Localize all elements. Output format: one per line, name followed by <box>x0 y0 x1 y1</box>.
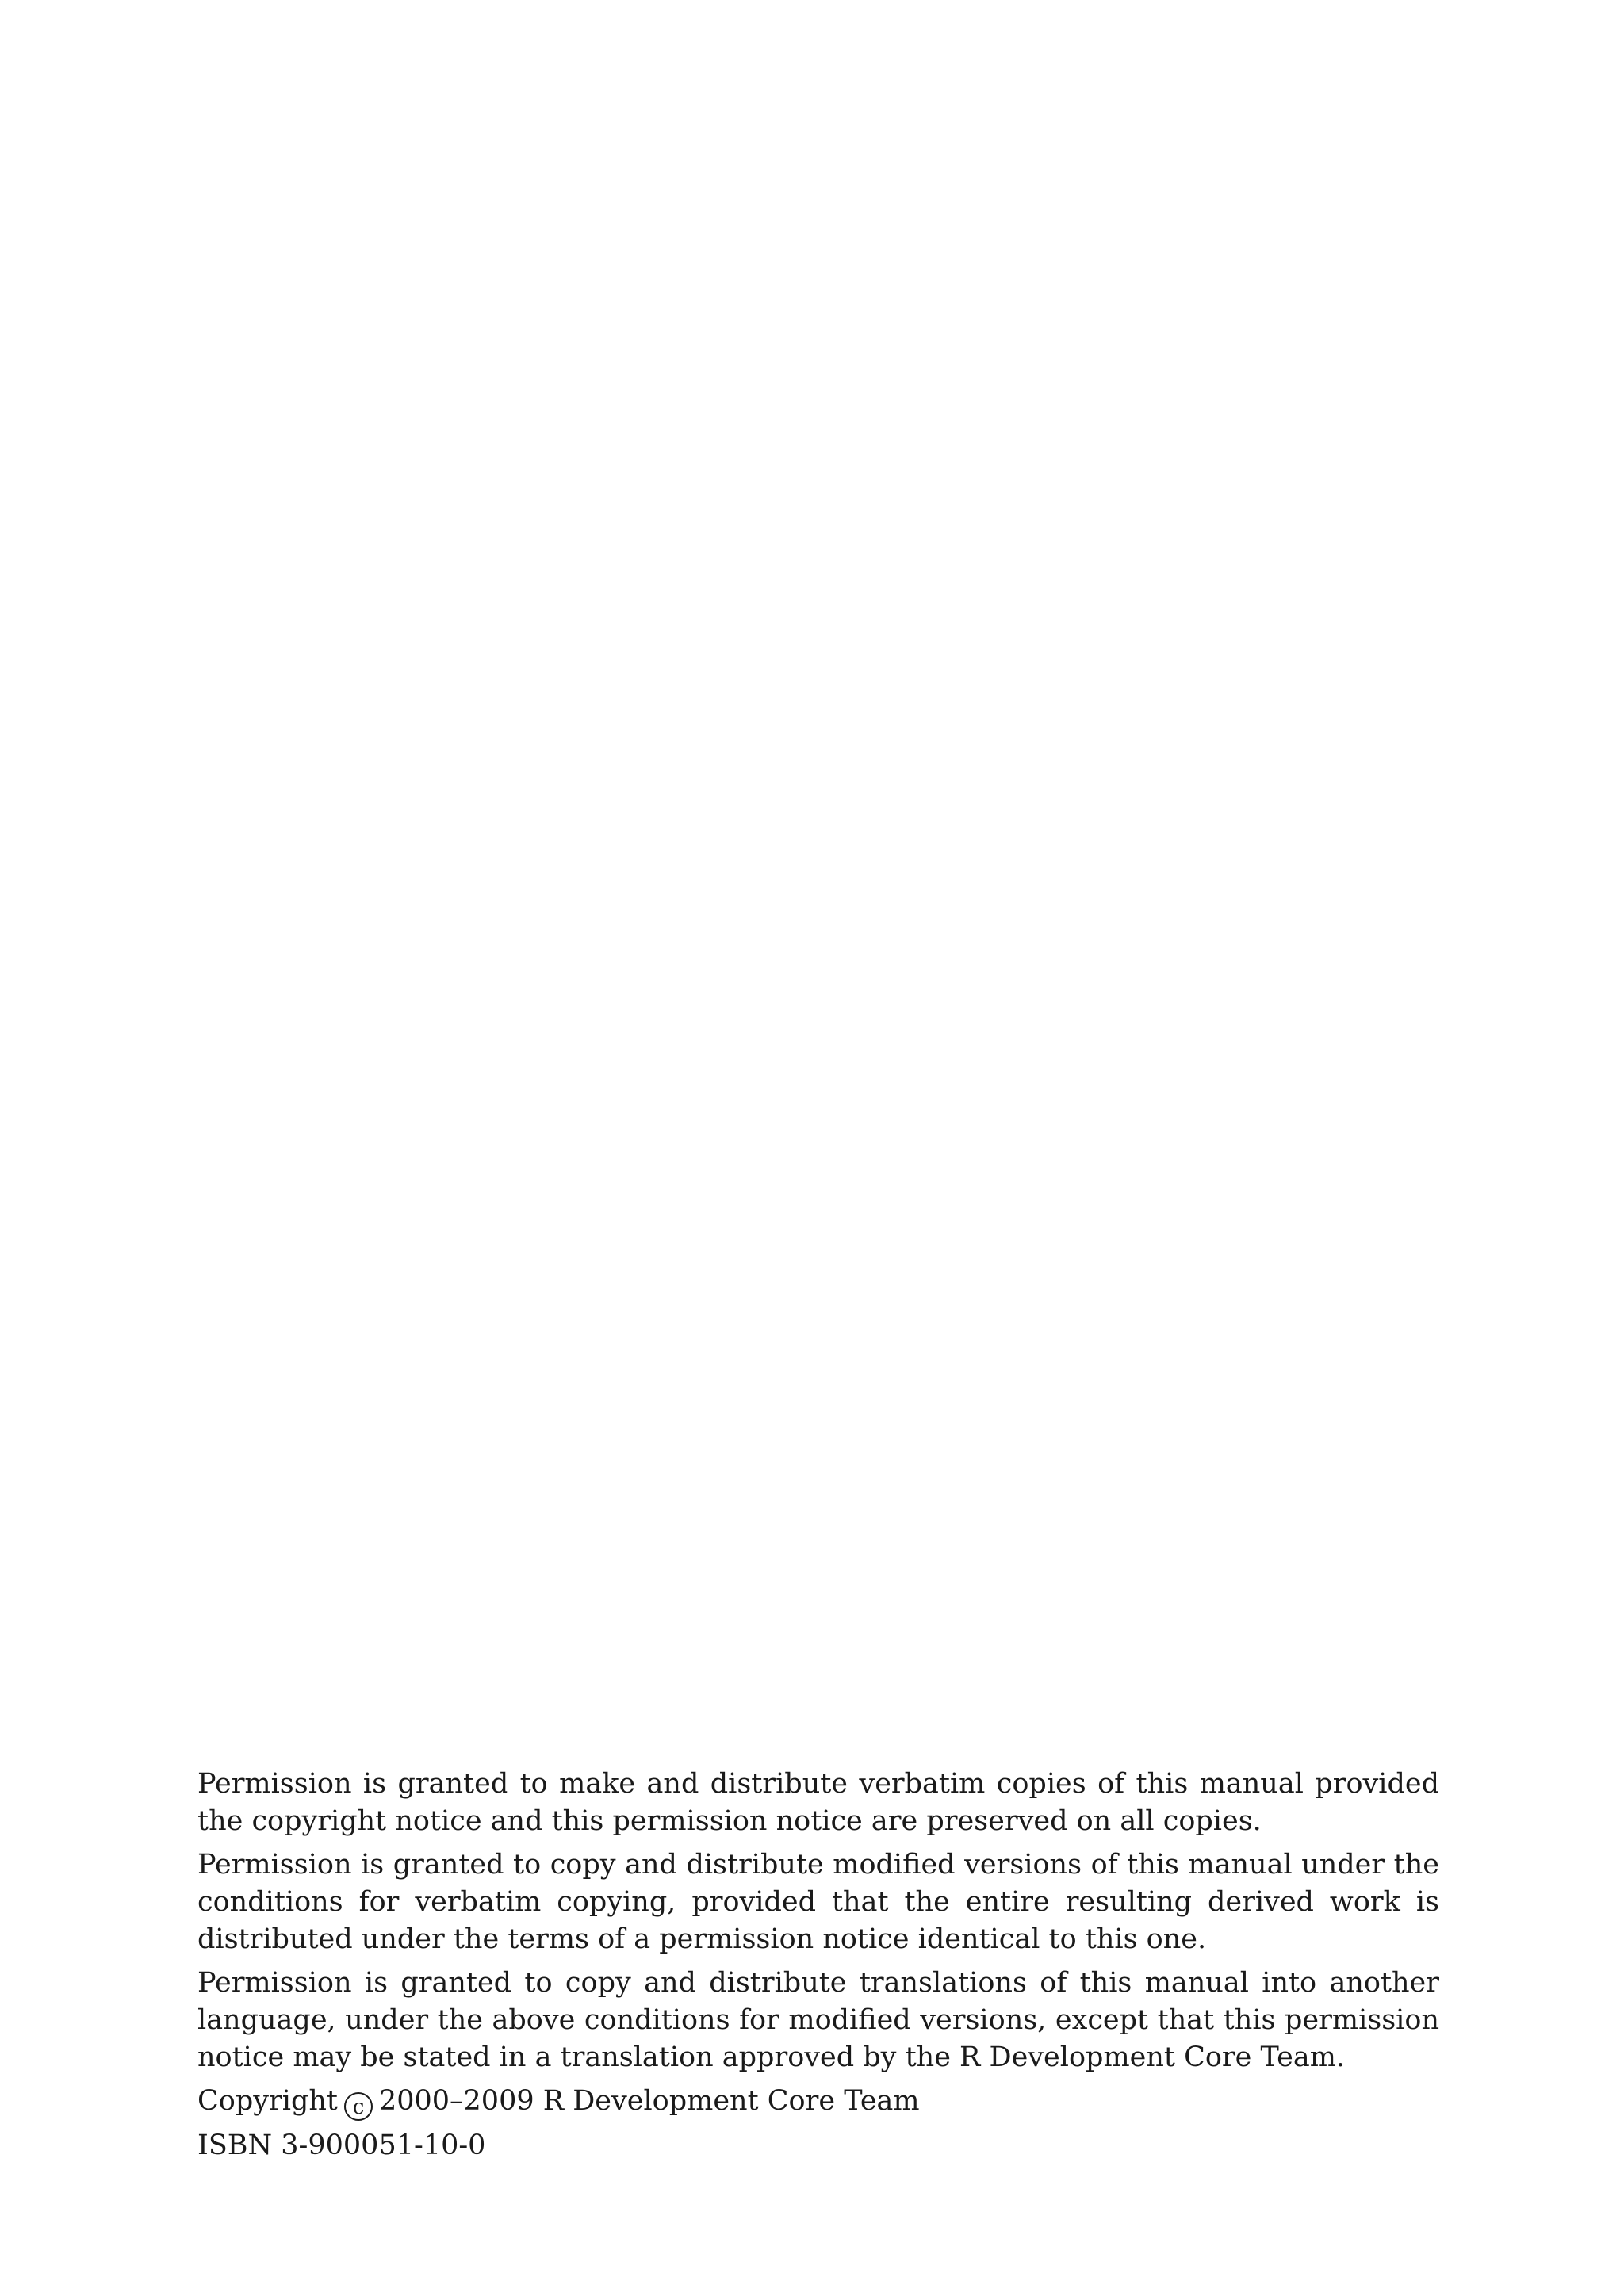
copyright-notice-block <box>197 1766 1439 2171</box>
isbn: ISBN 3-900051-10-0 <box>197 2130 486 2161</box>
copyright-line <box>197 2083 1439 2121</box>
permission-paragraph-modified: Permission is granted to copy and distribute modified versions of this manual under the conditions for verbatim copying, provided that the entire resulting derived work is distributed under the terms of a permission notice identical to this one. <box>197 1849 1439 1955</box>
permission-paragraph-translations: Permission is granted to copy and distribute translations of this manual into another language, under the above conditions for modified versions, except that this permission notice may be stated in a translation approved by the R Development Core Team. <box>197 1967 1439 2073</box>
permission-paragraph-verbatim: Permission is granted to make and distribute verbatim copies of this manual provided the copyright notice and this permission notice are preserved on all copies. <box>197 1768 1439 1837</box>
copyright-label: Copyright <box>197 2085 338 2117</box>
copyright-years-holder: 2000–2009 R Development Core Team <box>378 2085 920 2117</box>
copyright-symbol-icon: c <box>344 2092 373 2121</box>
